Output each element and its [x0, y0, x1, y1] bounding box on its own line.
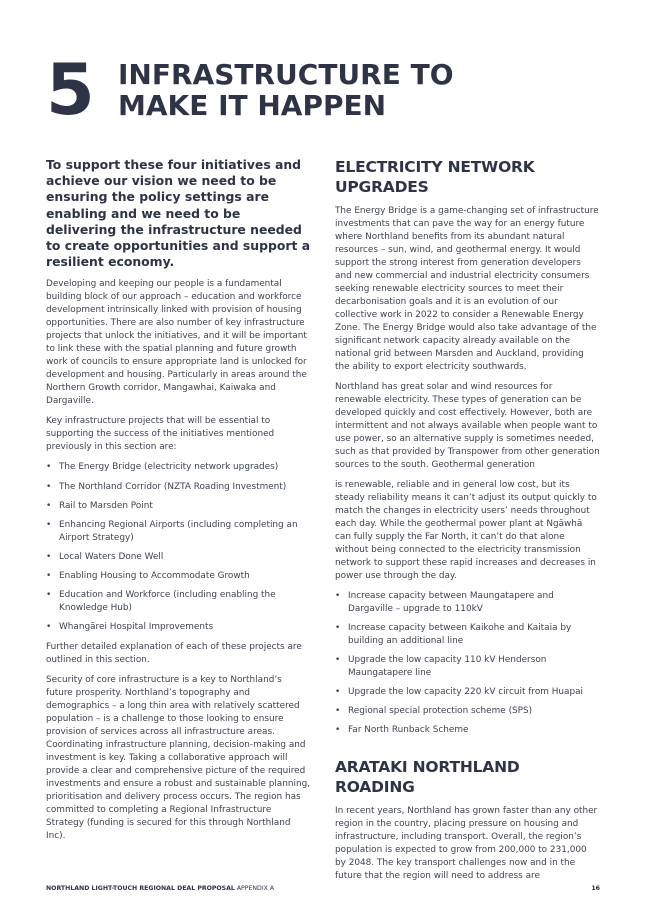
- footer-document-title: [46, 885, 274, 892]
- heading-electricity-network-upgrades: ELECTRICITY NETWORK UPGRADES: [335, 158, 535, 196]
- list-item: • Education and Workforce (including enabling the Knowledge Hub): [46, 589, 311, 615]
- body-paragraph: Developing and keeping our people is a fundamental building block of our approach – education and workforce development intrinsically linked with provision of housing opportunities. There are also number of key infrastructure projects that unlock the initiatives, and it will be important to link these with the spatial planning and future growth work of councils to ensure appropriate land is unlocked for development and housing. Particularly in areas around the Northern Growth corridor, Mangawhai, Kaiwaka and Dargaville.: [46, 279, 307, 407]
- electricity-upgrades-list: [335, 590, 600, 737]
- list-item: • Far North Runback Scheme: [335, 724, 600, 737]
- body-paragraph: Northland has great solar and wind resources for renewable electricity. These types of generation can be developed quickly and cost effectively. However, both are intermittent and not always available when people want to use power, so an alternative supply is sometimes needed, such as that provided by Transpower from other generation sources to the south. Geothermal generation: [335, 382, 600, 470]
- heading-arataki-northland-roading: ARATAKI NORTHLAND ROADING: [335, 757, 520, 796]
- page-number: 16: [591, 885, 600, 892]
- section-title-line-1: INFRASTRUCTURE TO: [118, 58, 454, 91]
- body-paragraph: Security of core infrastructure is a key to Northland’s future prosperity. Northland’s topography and demographics – a long thin area with relatively scattered population – is a challenge to those looking to ensure provision of services across all infrastructure areas. Coordinating infrastructure planning, decision-making and investment is key. Taking a collaborative approach will provide a clear and comprehensive picture of the required investments and ensure a robust and sustainable planning, prioritisation and delivery process occurs. The region has committed to completing a Regional Infrastructure Strategy (funding is secured for this through Northland Inc).: [46, 675, 311, 842]
- body-paragraph: In recent years, Northland has grown faster than any other region in the country, placing pressure on housing and infrastructure, including transport. Overall, the region’s population is expected to grow from 200,000 to 231,000 by 2048. The key transport challenges now and in the future that the region will need to address are: [335, 805, 598, 881]
- list-item: • Enhancing Regional Airports (including completing an Airport Strategy): [46, 519, 311, 545]
- list-item: • Regional special protection scheme (SPS): [335, 705, 600, 718]
- list-item: • The Energy Bridge (electricity network upgrades): [46, 461, 311, 474]
- footer-proposal-name: NORTHLAND LIGHT-TOUCH REGIONAL DEAL PROPOSAL: [46, 885, 235, 892]
- body-paragraph: Further detailed explanation of each of these projects are outlined in this section.: [46, 642, 302, 666]
- lead-paragraph: To support these four initiatives and achieve our vision we need to be ensuring the policy settings are enabling and we need to be delivering the infrastructure needed to create opportunities and support a resilient economy.: [46, 157, 311, 270]
- list-item: • Increase capacity between Kaikohe and Kaitaia by building an additional line: [335, 622, 600, 648]
- list-item: • Upgrade the low capacity 110 kV Henderson Maungatapere line: [335, 654, 600, 680]
- footer-appendix-label: APPENDIX A: [236, 885, 275, 892]
- section-title: [118, 59, 538, 121]
- body-paragraph: Key infrastructure projects that will be essential to supporting the success of the initiatives mentioned previously in this section are:: [46, 416, 275, 453]
- list-item: • Local Waters Done Well: [46, 551, 311, 564]
- list-item: • Rail to Marsden Point: [46, 500, 311, 513]
- list-item: • Increase capacity between Maungatapere and Dargaville – upgrade to 110kV: [335, 590, 600, 616]
- list-item: • Whangārei Hospital Improvements: [46, 621, 311, 634]
- infrastructure-projects-list: [46, 461, 311, 633]
- body-paragraph: is renewable, reliable and in general low cost, but its steady reliability means it can’t adjust its output quickly to match the changes in electricity users’ needs throughout each day. While the geothermal power plant at Ngāwhā can fully supply the Far North, it can’t do that alone without being connected to the electricity transmission network to support these rapid increases and decreases in power use through the day.: [335, 480, 597, 581]
- left-column: [46, 157, 311, 850]
- section-title-line-2: MAKE IT HAPPEN: [118, 89, 387, 122]
- right-column: [335, 157, 600, 890]
- list-item: • Enabling Housing to Accommodate Growth: [46, 570, 311, 583]
- list-item: • Upgrade the low capacity 220 kV circuit from Huapai: [335, 686, 600, 699]
- body-paragraph: The Energy Bridge is a game-changing set of infrastructure investments that can pave the way for an energy future where Northland benefits from its abundant natural resources – sun, wind, and geothermal energy. It would support the strong interest from generation developers and new commercial and industrial electricity consumers seeking renewable electricity sources to meet their decarbonisation goals and it is an evolution of our collective work in 2022 to consider a Renewable Energy Zone. The Energy Bridge would also take advantage of the significant network capacity already available on the national grid between Marsden and Auckland, providing the ability to export electricity southwards.: [335, 206, 599, 372]
- list-item: • The Northland Corridor (NZTA Roading Investment): [46, 481, 311, 494]
- section-number: 5: [46, 49, 93, 131]
